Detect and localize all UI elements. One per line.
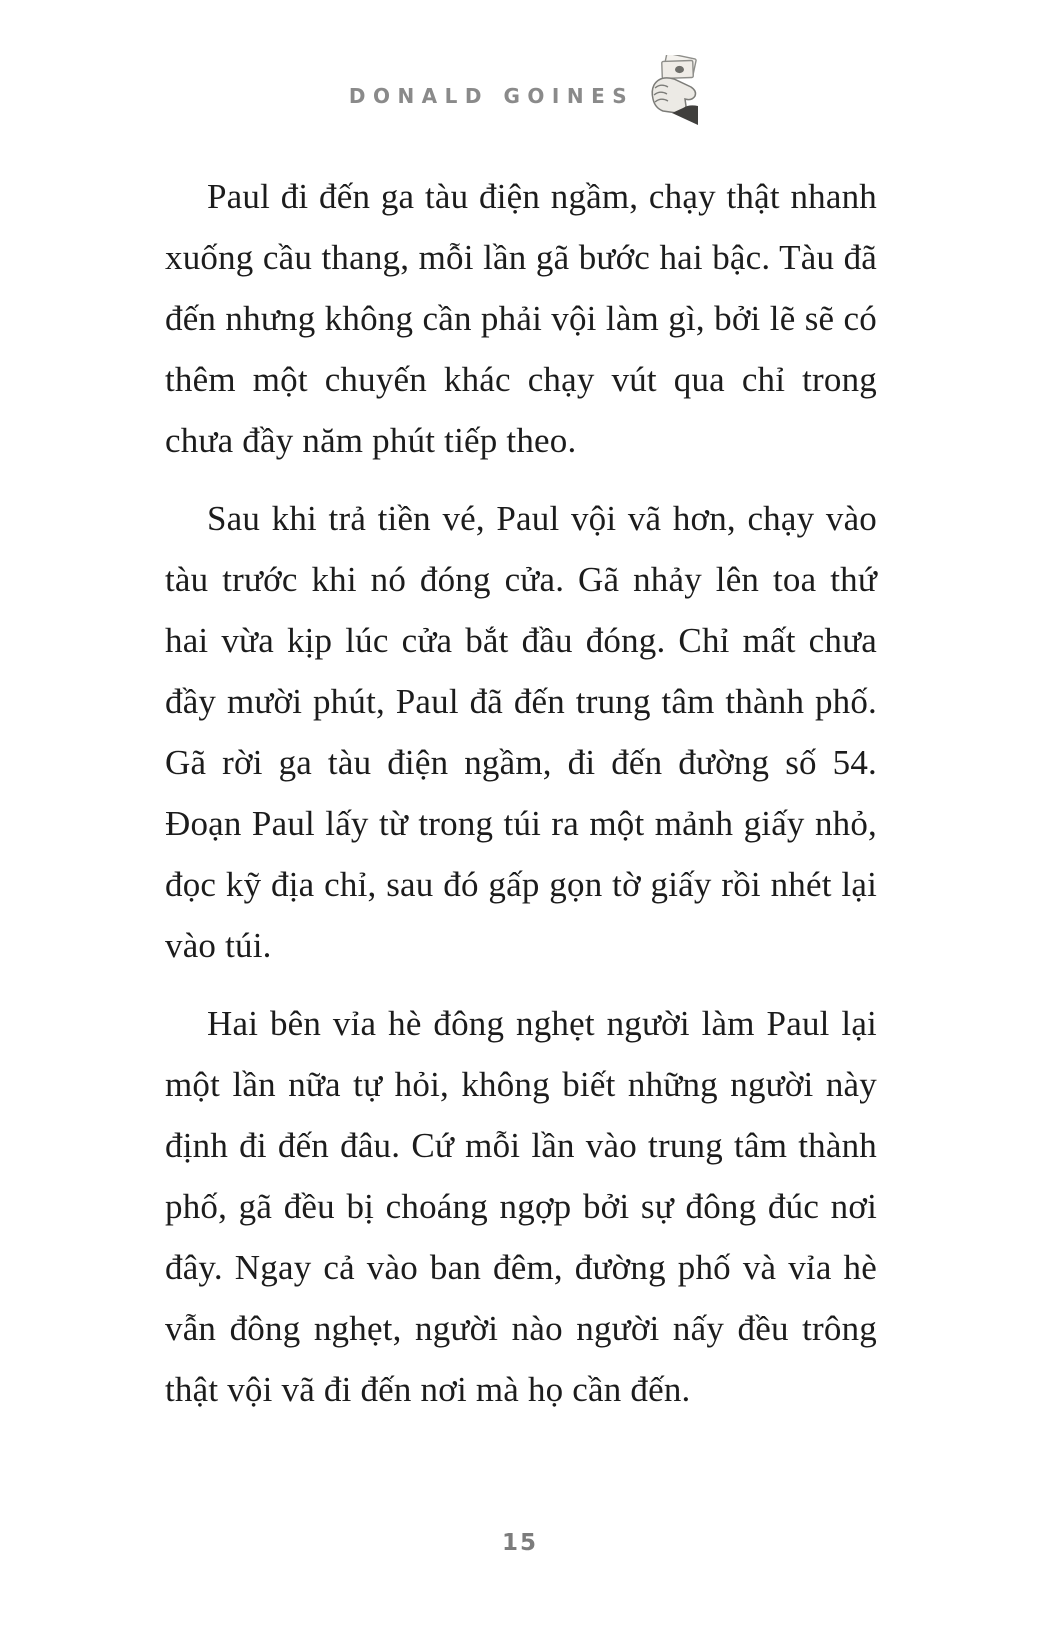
body-text [165, 166, 877, 1420]
hand-holding-money-icon [650, 55, 698, 125]
page-header [0, 52, 1040, 128]
page-number: 15 [501, 1530, 538, 1556]
paragraph: Sau khi trả tiền vé, Paul vội vã hơn, chạy vào tàu trước khi nó đóng cửa. Gã nhảy lên toa thứ hai vừa kịp lúc cửa bắt đầu đóng. Chỉ mất chưa đầy mười phút, Paul đã đến trung tâm thành phố. Gã rời ga tàu điện ngầm, đi đến đường số 54. Đoạn Paul lấy từ trong túi ra một mảnh giấy nhỏ, đọc kỹ địa chỉ, sau đó gấp gọn tờ giấy rồi nhét lại vào túi. [165, 499, 877, 965]
paragraph: Hai bên vỉa hè đông nghẹt người làm Paul lại một lần nữa tự hỏi, không biết những người này định đi đến đâu. Cứ mỗi lần vào trung tâm thành phố, gã đều bị choáng ngợp bởi sự đông đúc nơi đây. Ngay cả vào ban đêm, đường phố và vỉa hè vẫn đông nghẹt, người nào người nấy đều trông thật vội vã đi đến nơi mà họ cần đến. [165, 1004, 877, 1409]
author-running-head: DONALD GOINES [348, 84, 635, 108]
paragraph: Paul đi đến ga tàu điện ngầm, chạy thật nhanh xuống cầu thang, mỗi lần gã bước hai bậc. Tàu đã đến nhưng không cần phải vội làm gì, bởi lẽ sẽ có thêm một chuyến khác chạy vút qua chỉ trong chưa đầy năm phút tiếp theo. [165, 177, 877, 460]
